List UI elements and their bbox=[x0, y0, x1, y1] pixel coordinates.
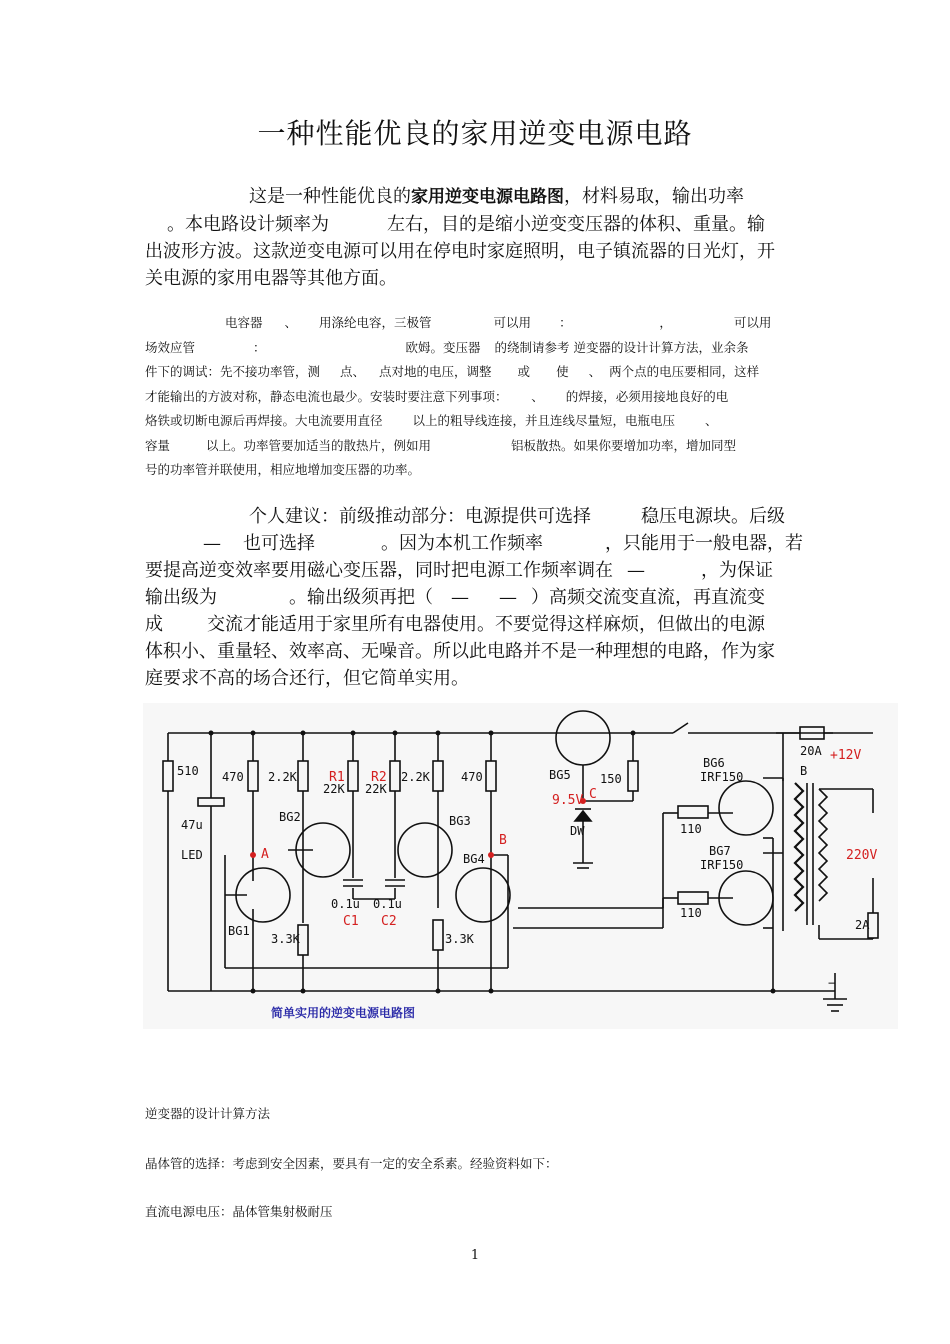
notes-text: 以上的粗导线连接，并且连线尽量短，电瓶电压 bbox=[412, 413, 676, 428]
notes-text: 用涤纶电容，三极管 bbox=[319, 315, 432, 330]
notes-text: 烙铁或切断电源后再焊接。大电流要用直径 bbox=[145, 413, 383, 428]
label-r1: R1 bbox=[329, 770, 345, 785]
notes-text: 铝板散热。如果你要增加功率，增加同型 bbox=[511, 437, 737, 453]
footer-line-1: 逆变器的设计计算方法 bbox=[145, 1106, 271, 1121]
label-bg7: BG7 bbox=[709, 844, 731, 858]
notes-text: 或 bbox=[517, 364, 531, 379]
intro-text: 。本电路设计频率为 bbox=[167, 214, 329, 235]
notes-text: 两个点的电压要相同，这样 bbox=[609, 364, 760, 379]
notes-text: 、 bbox=[531, 388, 544, 404]
label-v220: 220V bbox=[846, 848, 878, 863]
label-point-a: A bbox=[261, 847, 269, 862]
advice-text: 也可选择 bbox=[243, 533, 315, 554]
label-bg1: BG1 bbox=[228, 924, 250, 938]
label-r510: 510 bbox=[177, 764, 199, 778]
label-r110b: 110 bbox=[680, 906, 702, 920]
footer-line-2: 晶体管的选择：考虑到安全因素，要具有一定的安全系素。经验资料如下： bbox=[145, 1156, 558, 1171]
label-v95: 9.5V bbox=[552, 793, 584, 808]
notes-text: 以上。功率管要加适当的散热片，例如用 bbox=[206, 437, 432, 453]
schematic-labels bbox=[177, 744, 870, 990]
advice-text: 交流才能适用于家里所有电器使用。不要觉得这样麻烦，但做出的电源 bbox=[207, 614, 765, 635]
intro-text: 左右，目的是缩小逆变变压器的体积、重量。输 bbox=[387, 214, 765, 235]
notes-text: ： bbox=[559, 315, 566, 330]
label-r22ka: 2.2K bbox=[268, 770, 297, 784]
label-fuse2: 2A bbox=[855, 918, 870, 932]
schematic-caption: 简单实用的逆变电源电路图 bbox=[271, 1006, 416, 1020]
advice-text: ，为保证 bbox=[701, 560, 773, 581]
advice-text: 。输出级须再把（ bbox=[289, 587, 433, 608]
label-bg2: BG2 bbox=[279, 810, 301, 824]
label-plus12: +12V bbox=[830, 748, 862, 763]
label-fuse20: 20A bbox=[800, 744, 822, 758]
page-number: 1 bbox=[470, 1248, 480, 1263]
inverter-schematic bbox=[143, 703, 898, 1029]
label-r2v: 22K bbox=[365, 782, 387, 796]
intro-paragraph bbox=[145, 183, 810, 292]
label-c2v: 0.1u bbox=[373, 897, 402, 911]
advice-paragraph bbox=[145, 503, 810, 692]
label-led: LED bbox=[181, 848, 203, 862]
label-c47u: 47u bbox=[181, 818, 203, 832]
notes-text: 使 bbox=[556, 364, 569, 379]
notes-text: 号的功率管并联使用，相应地增加变压器的功率。 bbox=[145, 462, 421, 477]
footer-line-3: 直流电源电压：晶体管集射极耐压 bbox=[145, 1204, 333, 1219]
advice-text: 庭要求不高的场合还行，但它简单实用。 bbox=[145, 668, 469, 689]
intro-text: ，材料易取，输出功率 bbox=[564, 186, 744, 207]
notes-paragraph bbox=[145, 311, 810, 483]
schematic-wires bbox=[163, 711, 878, 1011]
label-bg4: BG4 bbox=[463, 852, 485, 866]
intro-text: 关电源的家用电器等其他方面。 bbox=[145, 268, 397, 289]
notes-text: 点对地的电压，调整 bbox=[379, 364, 492, 379]
label-r110a: 110 bbox=[680, 822, 702, 836]
notes-text: 的绕制请参考 逆变器的设计计算方法，业余条 bbox=[494, 339, 749, 355]
label-dw: DW bbox=[570, 824, 585, 838]
advice-text: ）高频交流变直流，再直流变 bbox=[531, 587, 765, 608]
label-r470a: 470 bbox=[222, 770, 244, 784]
advice-text: — bbox=[499, 587, 517, 608]
label-transformer-b: B bbox=[800, 764, 808, 778]
advice-text: — bbox=[627, 560, 645, 581]
label-bg6: BG6 bbox=[703, 756, 725, 770]
notes-text: 电容器 bbox=[225, 315, 263, 330]
label-r2: R2 bbox=[371, 770, 387, 785]
label-r1v: 22K bbox=[323, 782, 345, 796]
notes-text: 欧姆。变压器 bbox=[405, 339, 481, 355]
advice-text: 个人建议：前级推动部分：电源提供可选择 bbox=[249, 506, 591, 527]
schematic-svg bbox=[143, 703, 898, 1029]
notes-text: 、 bbox=[588, 364, 602, 379]
label-point-c: C bbox=[589, 787, 597, 802]
notes-text: 、 bbox=[705, 413, 718, 428]
notes-text: 可以用 bbox=[733, 315, 772, 330]
highlight-link: 家用逆变电源电路图 bbox=[411, 187, 564, 207]
label-bg5: BG5 bbox=[549, 768, 571, 782]
advice-text: 成 bbox=[145, 614, 163, 635]
notes-text: 的焊接，必须用接地良好的电 bbox=[565, 388, 729, 404]
notes-text: 、 bbox=[284, 315, 298, 330]
label-c1: C1 bbox=[343, 914, 359, 929]
notes-text: 件下的调试：先不接功率管，测 bbox=[145, 364, 321, 379]
notes-text: 容量 bbox=[145, 437, 171, 453]
intro-text: 这是一种性能优良的 bbox=[249, 186, 411, 207]
label-irf2: IRF150 bbox=[700, 858, 744, 872]
advice-text: 输出级为 bbox=[145, 587, 217, 608]
label-r470b: 470 bbox=[461, 770, 483, 784]
label-r22kb: 2.2K bbox=[401, 770, 430, 784]
label-bg3: BG3 bbox=[449, 814, 471, 828]
notes-text: 点、 bbox=[340, 364, 366, 379]
label-c2: C2 bbox=[381, 914, 397, 929]
label-irf1: IRF150 bbox=[700, 770, 744, 784]
advice-text: 体积小、重量轻、效率高、无噪音。所以此电路并不是一种理想的电路，作为家 bbox=[145, 641, 775, 662]
label-r33ka: 3.3K bbox=[271, 932, 300, 946]
label-r33kb: 3.3K bbox=[445, 932, 474, 946]
intro-text: 出波形方波。这款逆变电源可以用在停电时家庭照明，电子镇流器的日光灯，开 bbox=[145, 241, 775, 262]
advice-text: ，只能用于一般电器，若 bbox=[605, 533, 803, 554]
notes-text: 可以用 bbox=[493, 315, 532, 330]
label-point-b: B bbox=[499, 833, 507, 848]
label-gnd: − bbox=[828, 976, 836, 990]
page-title: 一种性能优良的家用逆变电源电路 bbox=[257, 117, 693, 150]
advice-text: — bbox=[203, 533, 221, 554]
notes-text: 才能输出的方波对称，静态电流也最少。安装时要注意下列事项： bbox=[145, 388, 502, 404]
advice-text: 。因为本机工作频率 bbox=[381, 533, 543, 554]
advice-text: 要提高逆变效率要用磁心变压器，同时把电源工作频率调在 bbox=[145, 560, 613, 581]
notes-text: ： bbox=[253, 339, 266, 355]
notes-text: ， bbox=[659, 315, 672, 330]
label-c1v: 0.1u bbox=[331, 897, 360, 911]
advice-text: 稳压电源块。后级 bbox=[641, 506, 785, 527]
advice-text: — bbox=[451, 587, 469, 608]
label-r150: 150 bbox=[600, 772, 622, 786]
notes-text: 场效应管 bbox=[145, 339, 196, 355]
